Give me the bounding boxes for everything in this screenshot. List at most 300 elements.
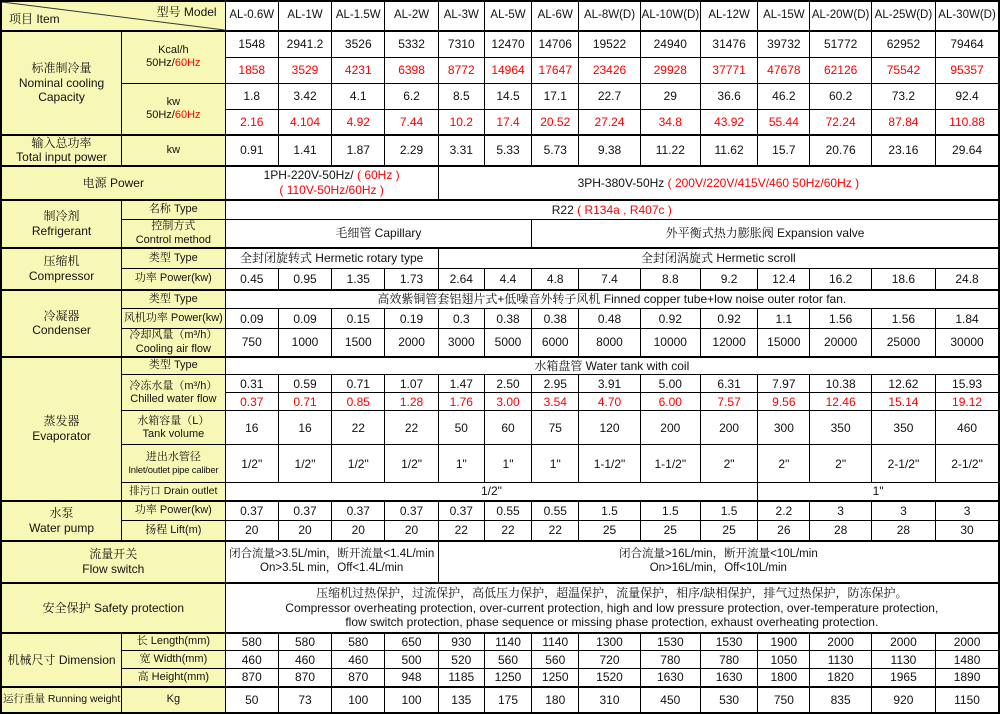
cell-ch50: 6.31 bbox=[700, 375, 757, 393]
cell-kcal60: 75542 bbox=[871, 57, 935, 83]
header-row bbox=[1, 1, 999, 31]
model-header: AL-6W bbox=[532, 1, 579, 31]
model-header: AL-1.5W bbox=[332, 1, 385, 31]
cell-pumpp: 0.55 bbox=[484, 501, 531, 521]
cell-input: 2.29 bbox=[385, 135, 438, 166]
cell-pipe: 2" bbox=[810, 445, 871, 483]
cell-kw60: 20.52 bbox=[532, 109, 579, 135]
cell-pumpp: 1.5 bbox=[640, 501, 700, 521]
row-condfan bbox=[1, 309, 999, 329]
cell-tank: 16 bbox=[278, 411, 331, 445]
cell-wid: 460 bbox=[225, 651, 278, 669]
cell-ch60: 3.00 bbox=[484, 393, 531, 411]
cell-wid: 560 bbox=[532, 651, 579, 669]
label-power: 电源 Power bbox=[1, 166, 225, 200]
cell-kw60: 2.16 bbox=[225, 109, 278, 135]
cell-kw50: 22.7 bbox=[579, 83, 640, 109]
cell-power: 3PH-380V-50Hz ( 200V/220V/415V/460 50Hz/60Hz ) bbox=[438, 166, 999, 200]
cell-input: 29.64 bbox=[936, 135, 999, 166]
cell-hei: 948 bbox=[385, 669, 438, 687]
cell-comptype: 全封闭旋转式 Hermetic rotary type bbox=[225, 248, 438, 269]
cell-ch50: 1.07 bbox=[385, 375, 438, 393]
cell-wid: 560 bbox=[484, 651, 531, 669]
cell-kcal50: 19522 bbox=[579, 31, 640, 57]
cell-hei: 1630 bbox=[700, 669, 757, 687]
cell-kcal60: 62126 bbox=[810, 57, 871, 83]
cell-pumpp: 0.37 bbox=[332, 501, 385, 521]
label-flow: 流量开关 Flow switch bbox=[1, 541, 225, 583]
cell-len: 580 bbox=[225, 633, 278, 651]
cell-pumpl: 28 bbox=[871, 521, 935, 541]
cell-kw50: 29 bbox=[640, 83, 700, 109]
cell-len: 1300 bbox=[579, 633, 640, 651]
cell-ch50: 1.47 bbox=[438, 375, 484, 393]
cell-drain: 1/2" bbox=[225, 483, 758, 501]
cell-len: 580 bbox=[332, 633, 385, 651]
cell-input: 3.31 bbox=[438, 135, 484, 166]
item-header-label: 项目 Item bbox=[9, 11, 60, 26]
cell-kcal60: 8772 bbox=[438, 57, 484, 83]
cell-pipe: 2" bbox=[700, 445, 757, 483]
cell-kw50: 1.8 bbox=[225, 83, 278, 109]
cell-tank: 460 bbox=[936, 411, 999, 445]
cell-kcal50: 5332 bbox=[385, 31, 438, 57]
cell-kw50: 92.4 bbox=[936, 83, 999, 109]
cell-condfan: 0.92 bbox=[700, 309, 757, 329]
cell-condtype: 高效紫铜管套铝翅片式+低噪音外转子风机 Finned copper tube+low noise outer rotor fan. bbox=[225, 290, 999, 309]
label-weight: 运行重量 Running weight bbox=[1, 687, 122, 713]
cell-kw60: 34.8 bbox=[640, 109, 700, 135]
cell-kw60: 4.92 bbox=[332, 109, 385, 135]
cell-pumpl: 25 bbox=[579, 521, 640, 541]
cell-ch50: 12.62 bbox=[871, 375, 935, 393]
cell-kcal50: 31476 bbox=[700, 31, 757, 57]
label-condtype: 冷凝器 Condenser bbox=[1, 290, 122, 357]
cell-pumpl: 28 bbox=[810, 521, 871, 541]
cell-condfan: 0.15 bbox=[332, 309, 385, 329]
cell-wid: 1050 bbox=[758, 651, 810, 669]
model-header: AL-25W(D) bbox=[871, 1, 935, 31]
cell-pipe: 2-1/2" bbox=[936, 445, 999, 483]
cell-ch60: 1.28 bbox=[385, 393, 438, 411]
cell-kw50: 4.1 bbox=[332, 83, 385, 109]
row-len bbox=[1, 633, 999, 651]
cell-flow: 闭合流量>16L/min，断开流量<10L/min On>16L/min，Off<10L/min bbox=[438, 541, 999, 583]
cell-kw50: 17.1 bbox=[532, 83, 579, 109]
cell-kcal60: 14964 bbox=[484, 57, 531, 83]
cell-condfan: 0.09 bbox=[225, 309, 278, 329]
cell-pipe: 1" bbox=[438, 445, 484, 483]
cell-comppower: 1.73 bbox=[385, 269, 438, 290]
cell-kw50: 60.2 bbox=[810, 83, 871, 109]
cell-kcal50: 79464 bbox=[936, 31, 999, 57]
cell-tank: 200 bbox=[640, 411, 700, 445]
label-refname: 名称 Type bbox=[122, 200, 226, 220]
cell-kcal50: 3526 bbox=[332, 31, 385, 57]
cell-pipe: 1-1/2" bbox=[579, 445, 640, 483]
cell-kcal60: 37771 bbox=[700, 57, 757, 83]
cell-ch60: 1.76 bbox=[438, 393, 484, 411]
cell-pipe: 1" bbox=[532, 445, 579, 483]
cell-kw60: 55.44 bbox=[758, 109, 810, 135]
cell-condair: 15000 bbox=[758, 329, 810, 357]
cell-kw50: 3.42 bbox=[278, 83, 331, 109]
cell-input: 23.16 bbox=[871, 135, 935, 166]
cell-weight: 750 bbox=[758, 687, 810, 713]
cell-condfan: 0.09 bbox=[278, 309, 331, 329]
cell-pipe: 2" bbox=[758, 445, 810, 483]
cell-condfan: 0.3 bbox=[438, 309, 484, 329]
cell-pumpl: 25 bbox=[640, 521, 700, 541]
cell-comppower: 4.8 bbox=[532, 269, 579, 290]
row-pipe bbox=[1, 445, 999, 483]
label-input: kw bbox=[122, 135, 226, 166]
row-kw50 bbox=[1, 83, 999, 109]
model-header: AL-2W bbox=[385, 1, 438, 31]
cell-tank: 22 bbox=[385, 411, 438, 445]
cell-condfan: 1.56 bbox=[871, 309, 935, 329]
cell-input: 5.73 bbox=[532, 135, 579, 166]
cell-comppower: 9.2 bbox=[700, 269, 757, 290]
cell-tank: 22 bbox=[332, 411, 385, 445]
cell-pumpp: 0.37 bbox=[225, 501, 278, 521]
cell-weight: 50 bbox=[225, 687, 278, 713]
label-condfan: 风机功率 Power(kw) bbox=[122, 309, 226, 329]
cell-hei: 870 bbox=[332, 669, 385, 687]
cell-condfan: 0.92 bbox=[640, 309, 700, 329]
corner-cell bbox=[1, 1, 225, 31]
cell-kw60: 27.24 bbox=[579, 109, 640, 135]
cell-hei: 1250 bbox=[484, 669, 531, 687]
cell-condfan: 1.56 bbox=[810, 309, 871, 329]
cell-kcal50: 2941.2 bbox=[278, 31, 331, 57]
label-pumpp: 水泵 Water pump bbox=[1, 501, 122, 541]
cell-weight: 920 bbox=[871, 687, 935, 713]
cell-wid: 780 bbox=[640, 651, 700, 669]
cell-len: 1140 bbox=[484, 633, 531, 651]
cell-pumpp: 3 bbox=[871, 501, 935, 521]
cell-pipe: 1/2" bbox=[225, 445, 278, 483]
cell-ch60: 4.70 bbox=[579, 393, 640, 411]
cell-kcal50: 51772 bbox=[810, 31, 871, 57]
cell-len: 2000 bbox=[810, 633, 871, 651]
cell-kw60: 4.104 bbox=[278, 109, 331, 135]
cell-comppower: 2.64 bbox=[438, 269, 484, 290]
cell-ch60: 19.12 bbox=[936, 393, 999, 411]
cell-power: 1PH-220V-50Hz/ ( 60Hz ) ( 110V-50Hz/60Hz ) bbox=[225, 166, 438, 200]
cell-pipe: 1-1/2" bbox=[640, 445, 700, 483]
cell-tank: 350 bbox=[871, 411, 935, 445]
label-kcal50: Kcal/h 50Hz/60Hz bbox=[122, 31, 226, 83]
cell-hei: 1185 bbox=[438, 669, 484, 687]
cell-len: 1140 bbox=[532, 633, 579, 651]
cell-ch60: 0.85 bbox=[332, 393, 385, 411]
cell-input: 0.91 bbox=[225, 135, 278, 166]
label-comptype: 压缩机 Compressor bbox=[1, 248, 122, 290]
cell-hei: 1250 bbox=[532, 669, 579, 687]
cell-ch60: 6.00 bbox=[640, 393, 700, 411]
cell-wid: 1130 bbox=[871, 651, 935, 669]
cell-ch50: 2.50 bbox=[484, 375, 531, 393]
row-comptype bbox=[1, 248, 999, 269]
cell-ch50: 10.38 bbox=[810, 375, 871, 393]
label-evaptype: 类型 Type bbox=[122, 357, 226, 375]
cell-pumpl: 25 bbox=[700, 521, 757, 541]
cell-kcal60: 4231 bbox=[332, 57, 385, 83]
cell-flow: 闭合流量>3.5L/min，断开流量<1.4L/min On>3.5L min，Off<1.4L/min bbox=[225, 541, 438, 583]
cell-refctl: 毛细管 Capillary bbox=[225, 220, 532, 248]
cell-condair: 5000 bbox=[484, 329, 531, 357]
cell-pumpl: 22 bbox=[484, 521, 531, 541]
row-comppower bbox=[1, 269, 999, 290]
cell-pumpl: 30 bbox=[936, 521, 999, 541]
cell-condair: 6000 bbox=[532, 329, 579, 357]
label-len: 长 Length(mm) bbox=[122, 633, 226, 651]
cell-kcal50: 1548 bbox=[225, 31, 278, 57]
cell-len: 1530 bbox=[640, 633, 700, 651]
cell-kw50: 8.5 bbox=[438, 83, 484, 109]
cell-pumpp: 3 bbox=[810, 501, 871, 521]
label-drain: 排污口 Drain outlet bbox=[122, 483, 226, 501]
cell-tank: 50 bbox=[438, 411, 484, 445]
model-header: AL-20W(D) bbox=[810, 1, 871, 31]
cell-pumpp: 0.37 bbox=[385, 501, 438, 521]
cell-pumpp: 0.55 bbox=[532, 501, 579, 521]
cell-condair: 1000 bbox=[278, 329, 331, 357]
cell-kw60: 87.84 bbox=[871, 109, 935, 135]
cell-pumpl: 22 bbox=[438, 521, 484, 541]
row-power bbox=[1, 166, 999, 200]
cell-weight: 100 bbox=[332, 687, 385, 713]
cell-pumpp: 2.2 bbox=[758, 501, 810, 521]
label-weight: Kg bbox=[122, 687, 226, 713]
cell-ch60: 3.54 bbox=[532, 393, 579, 411]
cell-ch50: 0.31 bbox=[225, 375, 278, 393]
cell-condair: 2000 bbox=[385, 329, 438, 357]
cell-tank: 16 bbox=[225, 411, 278, 445]
cell-ch50: 7.97 bbox=[758, 375, 810, 393]
cell-kcal50: 39732 bbox=[758, 31, 810, 57]
label-condair: 冷却风量（m³/h） Cooling air flow bbox=[122, 329, 226, 357]
cell-hei: 1630 bbox=[640, 669, 700, 687]
label-len: 机械尺寸 Dimension bbox=[1, 633, 122, 687]
cell-ch50: 2.95 bbox=[532, 375, 579, 393]
cell-pumpp: 0.37 bbox=[438, 501, 484, 521]
cell-comppower: 16.2 bbox=[810, 269, 871, 290]
cell-len: 2000 bbox=[936, 633, 999, 651]
cell-kcal60: 95357 bbox=[936, 57, 999, 83]
cell-pumpl: 20 bbox=[225, 521, 278, 541]
cell-evaptype: 水箱盘管 Water tank with coil bbox=[225, 357, 999, 375]
row-drain bbox=[1, 483, 999, 501]
cell-condair: 3000 bbox=[438, 329, 484, 357]
label-comppower: 功率 Power(kw) bbox=[122, 269, 226, 290]
label-refname: 制冷剂 Refrigerant bbox=[1, 200, 122, 248]
cell-comppower: 1.35 bbox=[332, 269, 385, 290]
model-header: AL-10W(D) bbox=[640, 1, 700, 31]
cell-kw60: 110.88 bbox=[936, 109, 999, 135]
cell-pumpl: 20 bbox=[385, 521, 438, 541]
cell-ch50: 5.00 bbox=[640, 375, 700, 393]
row-evaptype bbox=[1, 357, 999, 375]
cell-len: 930 bbox=[438, 633, 484, 651]
cell-ch60: 15.14 bbox=[871, 393, 935, 411]
cell-input: 11.22 bbox=[640, 135, 700, 166]
cell-len: 1900 bbox=[758, 633, 810, 651]
cell-weight: 310 bbox=[579, 687, 640, 713]
cell-len: 1530 bbox=[700, 633, 757, 651]
label-wid: 宽 Width(mm) bbox=[122, 651, 226, 669]
cell-comppower: 4.4 bbox=[484, 269, 531, 290]
cell-weight: 135 bbox=[438, 687, 484, 713]
label-kw50: kw 50Hz/60Hz bbox=[122, 83, 226, 135]
cell-condfan: 0.38 bbox=[532, 309, 579, 329]
cell-comppower: 7.4 bbox=[579, 269, 640, 290]
cell-pipe: 1/2" bbox=[385, 445, 438, 483]
cell-pumpp: 0.37 bbox=[278, 501, 331, 521]
cell-condair: 12000 bbox=[700, 329, 757, 357]
cell-condair: 10000 bbox=[640, 329, 700, 357]
label-evaptype: 蒸发器 Evaporator bbox=[1, 357, 122, 501]
cell-wid: 720 bbox=[579, 651, 640, 669]
label-pipe: 进出水管径 Inlet/outlet pipe caliber bbox=[122, 445, 226, 483]
cell-kcal60: 23426 bbox=[579, 57, 640, 83]
cell-kw60: 43.92 bbox=[700, 109, 757, 135]
model-header: AL-8W(D) bbox=[579, 1, 640, 31]
cell-hei: 1820 bbox=[810, 669, 871, 687]
cell-comppower: 24.8 bbox=[936, 269, 999, 290]
cell-input: 1.87 bbox=[332, 135, 385, 166]
cell-hei: 1965 bbox=[871, 669, 935, 687]
cell-comppower: 18.6 bbox=[871, 269, 935, 290]
cell-tank: 350 bbox=[810, 411, 871, 445]
model-header: AL-12W bbox=[700, 1, 757, 31]
cell-kcal50: 12470 bbox=[484, 31, 531, 57]
row-hei bbox=[1, 669, 999, 687]
cell-kcal50: 7310 bbox=[438, 31, 484, 57]
cell-pumpp: 1.5 bbox=[700, 501, 757, 521]
model-header-label: 型号 Model bbox=[156, 5, 217, 19]
model-header: AL-0.6W bbox=[225, 1, 278, 31]
cell-tank: 75 bbox=[532, 411, 579, 445]
model-header: AL-15W bbox=[758, 1, 810, 31]
label-comptype: 类型 Type bbox=[122, 248, 226, 269]
cell-kw50: 36.6 bbox=[700, 83, 757, 109]
model-header: AL-3W bbox=[438, 1, 484, 31]
cell-pumpl: 20 bbox=[332, 521, 385, 541]
row-condair bbox=[1, 329, 999, 357]
cell-weight: 100 bbox=[385, 687, 438, 713]
cell-wid: 520 bbox=[438, 651, 484, 669]
label-input: 输入总功率 Total input power bbox=[1, 135, 122, 166]
cell-wid: 460 bbox=[332, 651, 385, 669]
cell-ch60: 0.37 bbox=[225, 393, 278, 411]
cell-pumpl: 20 bbox=[278, 521, 331, 541]
cell-pumpl: 26 bbox=[758, 521, 810, 541]
row-ch50 bbox=[1, 375, 999, 393]
cell-len: 650 bbox=[385, 633, 438, 651]
label-refctl: 控制方式 Control method bbox=[122, 220, 226, 248]
cell-weight: 835 bbox=[810, 687, 871, 713]
row-tank bbox=[1, 411, 999, 445]
cell-condair: 20000 bbox=[810, 329, 871, 357]
cell-wid: 500 bbox=[385, 651, 438, 669]
cell-tank: 300 bbox=[758, 411, 810, 445]
label-kcal50: 标准制冷量 Nominal cooling Capacity bbox=[1, 31, 122, 135]
cell-pumpl: 22 bbox=[532, 521, 579, 541]
cell-kcal50: 62952 bbox=[871, 31, 935, 57]
row-pumpp bbox=[1, 501, 999, 521]
cell-condair: 30000 bbox=[936, 329, 999, 357]
cell-kcal50: 24940 bbox=[640, 31, 700, 57]
cell-kcal60: 3529 bbox=[278, 57, 331, 83]
row-safety bbox=[1, 583, 999, 633]
cell-ch50: 15.93 bbox=[936, 375, 999, 393]
cell-kw60: 7.44 bbox=[385, 109, 438, 135]
cell-comptype: 全封闭涡旋式 Hermetic scroll bbox=[438, 248, 999, 269]
label-pumpp: 功率 Power(kw) bbox=[122, 501, 226, 521]
cell-ch60: 0.71 bbox=[278, 393, 331, 411]
cell-condfan: 0.38 bbox=[484, 309, 531, 329]
cell-hei: 1520 bbox=[579, 669, 640, 687]
cell-drain: 1" bbox=[758, 483, 999, 501]
cell-input: 1.41 bbox=[278, 135, 331, 166]
row-kcal50 bbox=[1, 31, 999, 57]
cell-pipe: 1" bbox=[484, 445, 531, 483]
cell-kcal60: 29928 bbox=[640, 57, 700, 83]
cell-input: 5.33 bbox=[484, 135, 531, 166]
row-refname bbox=[1, 200, 999, 220]
row-weight bbox=[1, 687, 999, 713]
model-header: AL-1W bbox=[278, 1, 331, 31]
cell-pipe: 2-1/2" bbox=[871, 445, 935, 483]
model-header: AL-30W(D) bbox=[936, 1, 999, 31]
cell-condair: 25000 bbox=[871, 329, 935, 357]
row-wid bbox=[1, 651, 999, 669]
cell-pipe: 1/2" bbox=[332, 445, 385, 483]
cell-input: 20.76 bbox=[810, 135, 871, 166]
label-condtype: 类型 Type bbox=[122, 290, 226, 309]
cell-pumpp: 1.5 bbox=[579, 501, 640, 521]
cell-hei: 1890 bbox=[936, 669, 999, 687]
cell-ch60: 12.46 bbox=[810, 393, 871, 411]
cell-weight: 450 bbox=[640, 687, 700, 713]
cell-tank: 200 bbox=[700, 411, 757, 445]
cell-condair: 8000 bbox=[579, 329, 640, 357]
cell-condair: 750 bbox=[225, 329, 278, 357]
cell-comppower: 0.45 bbox=[225, 269, 278, 290]
cell-ch50: 0.59 bbox=[278, 375, 331, 393]
cell-refctl: 外平衡式热力膨胀阀 Expansion valve bbox=[532, 220, 999, 248]
row-condtype bbox=[1, 290, 999, 309]
cell-kcal60: 47678 bbox=[758, 57, 810, 83]
row-refctl bbox=[1, 220, 999, 248]
cell-condfan: 0.48 bbox=[579, 309, 640, 329]
cell-condair: 1500 bbox=[332, 329, 385, 357]
cell-pumpp: 3 bbox=[936, 501, 999, 521]
cell-input: 11.62 bbox=[700, 135, 757, 166]
cell-hei: 1800 bbox=[758, 669, 810, 687]
row-flow bbox=[1, 541, 999, 583]
cell-safety: 压缩机过热保护，过流保护，高低压力保护，超温保护，流量保护，相序/缺相保护，排气过热保护，防冻保护。 Compressor overheating protection, over-current protection, high and low pressure protection, over-temperature protection, flow switch protection, phase sequence or missing phase protection, exhaust overheating protection. bbox=[225, 583, 999, 633]
cell-hei: 870 bbox=[278, 669, 331, 687]
cell-comppower: 12.4 bbox=[758, 269, 810, 290]
cell-len: 2000 bbox=[871, 633, 935, 651]
cell-tank: 120 bbox=[579, 411, 640, 445]
cell-ch60: 9.56 bbox=[758, 393, 810, 411]
cell-kw60: 72.24 bbox=[810, 109, 871, 135]
label-hei: 高 Height(mm) bbox=[122, 669, 226, 687]
